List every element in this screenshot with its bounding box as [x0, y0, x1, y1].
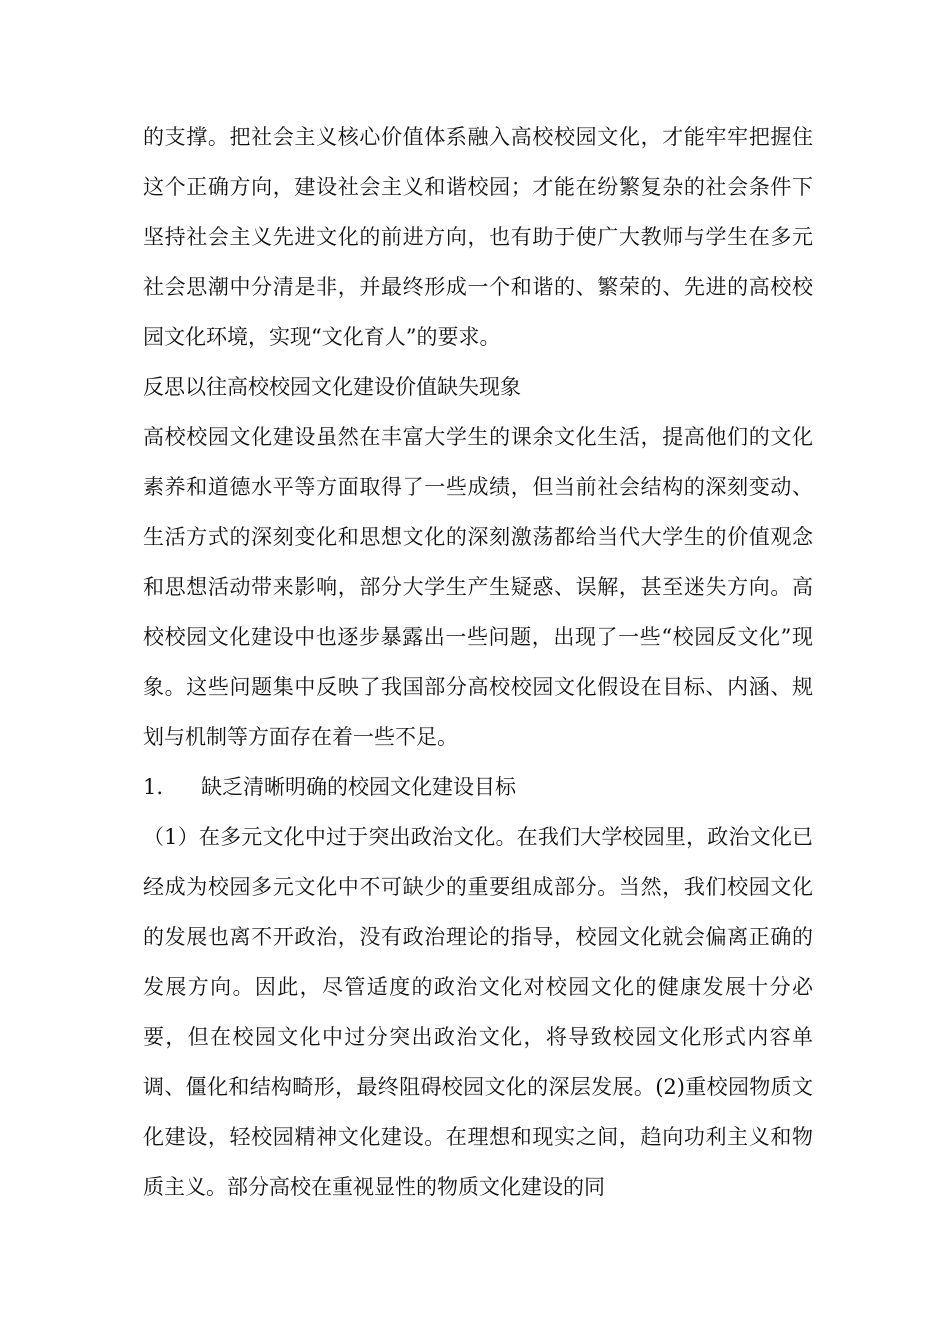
- body-paragraph-3: （1）在多元文化中过于突出政治文化。在我们大学校园里，政治文化已经成为校园多元文化中不可缺少的重要组成部分。当然，我们校园文化的发展也离不开政治，没有政治理论的指导，校园文化就会偏离正确的发展方向。因此，尽管适度的政治文化对校园文化的健康发展十分必要，但在校园文化中过分突出政治文化，将导致校园文化形式内容单调、僵化和结构畸形，最终阻碍校园文化的深层发展。(2)重校园物质文化建设，轻校园精神文化建设。在理想和现实之间，趋向功利主义和物质主义。部分高校在重视显性的物质文化建设的同: [143, 825, 813, 1199]
- body-paragraph-1: 的支撑。把社会主义核心价值体系融入高校校园文化，才能牢牢把握住这个正确方向，建设社会主义和谐校园；才能在纷繁复杂的社会条件下坚持社会主义先进文化的前进方向，也有助于使广大教师与学生在多元社会思潮中分清是非，并最终形成一个和谐的、繁荣的、先进的高校校园文化环境，实现“文化育人”的要求。: [143, 125, 813, 349]
- list-item-1: [143, 762, 813, 812]
- list-item-number: 1.: [143, 775, 164, 799]
- document-body: [143, 112, 813, 1212]
- section-heading: 反思以往高校校园文化建设价值缺失现象: [143, 375, 521, 399]
- list-item-title: 缺乏清晰明确的校园文化建设目标: [201, 775, 516, 799]
- body-paragraph-2: 高校校园文化建设虽然在丰富大学生的课余文化生活，提高他们的文化素养和道德水平等方面取得了一些成绩，但当前社会结构的深刻变动、生活方式的深刻变化和思想文化的深刻激荡都给当代大学生的价值观念和思想活动带来影响，部分大学生产生疑惑、误解，甚至迷失方向。高校校园文化建设中也逐步暴露出一些问题，出现了一些“校园反文化”现象。这些问题集中反映了我国部分高校校园文化假设在目标、内涵、规划与机制等方面存在着一些不足。: [143, 425, 813, 749]
